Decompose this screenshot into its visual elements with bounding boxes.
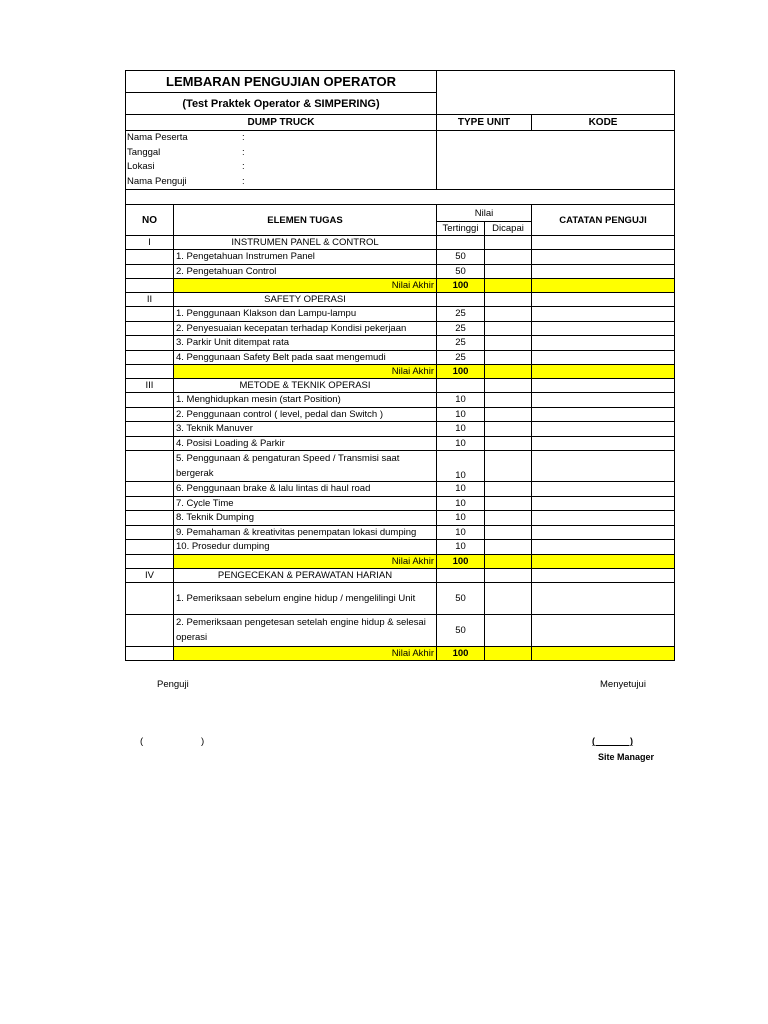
info-row <box>127 146 435 161</box>
task-item: 4. Posisi Loading & Parkir <box>174 436 437 451</box>
col-elemen-header: ELEMEN TUGAS <box>174 205 437 236</box>
assessment-sheet <box>125 70 675 661</box>
nilai-akhir-total: 100 <box>437 646 485 660</box>
notes-total-cell <box>532 554 675 568</box>
sheet-subtitle: (Test Praktek Operator & SIMPERING) <box>126 93 437 115</box>
achieved-score-cell <box>485 568 532 582</box>
info-label: Nama Peserta <box>127 132 188 143</box>
task-item: 2. Pengetahuan Control <box>174 264 437 279</box>
row-number-cell <box>126 336 174 351</box>
section-number: I <box>126 236 174 250</box>
achieved-score-cell <box>485 407 532 422</box>
table-row <box>126 540 675 555</box>
info-label: Lokasi <box>127 161 155 172</box>
row-number-cell <box>126 511 174 526</box>
col-catatan-header: CATATAN PENGUJI <box>532 205 675 236</box>
achieved-score-cell <box>485 482 532 497</box>
notes-cell <box>532 407 675 422</box>
notes-cell <box>532 350 675 365</box>
max-score: 10 <box>437 451 485 482</box>
sheet-title: LEMBARAN PENGUJIAN OPERATOR <box>126 71 437 93</box>
achieved-score-cell <box>485 307 532 322</box>
section-number: III <box>126 379 174 393</box>
notes-cell <box>532 264 675 279</box>
info-row <box>127 131 435 146</box>
achieved-score-cell <box>485 496 532 511</box>
max-score: 10 <box>437 422 485 437</box>
nilai-akhir-label: Nilai Akhir <box>174 279 437 293</box>
row-number-cell <box>126 250 174 265</box>
table-row <box>126 511 675 526</box>
info-label: Nama Penguji <box>127 175 187 187</box>
max-score: 25 <box>437 307 485 322</box>
section-number: II <box>126 293 174 307</box>
table-row <box>126 451 675 482</box>
max-score: 10 <box>437 436 485 451</box>
table-row <box>126 321 675 336</box>
max-score-cell <box>437 236 485 250</box>
max-score: 10 <box>437 525 485 540</box>
section-title: METODE & TEKNIK OPERASI <box>174 379 437 393</box>
achieved-score-cell <box>485 321 532 336</box>
achieved-score-cell <box>485 250 532 265</box>
col-tertinggi-header: Tertinggi <box>437 222 485 236</box>
max-score: 25 <box>437 321 485 336</box>
info-row <box>127 175 435 190</box>
task-item: 2. Penyesuaian kecepatan terhadap Kondisi pekerjaan <box>174 321 437 336</box>
notes-cell <box>532 336 675 351</box>
table-row <box>126 307 675 322</box>
achieved-score-cell <box>485 336 532 351</box>
max-score: 50 <box>437 250 485 265</box>
max-score: 10 <box>437 511 485 526</box>
row-number-cell <box>126 393 174 408</box>
row-number-cell <box>126 407 174 422</box>
achieved-total-cell <box>485 646 532 660</box>
achieved-score-cell <box>485 451 532 482</box>
penguji-label: Penguji <box>157 679 189 690</box>
row-number-cell <box>126 614 174 646</box>
notes-cell <box>532 293 675 307</box>
notes-cell <box>532 321 675 336</box>
max-score: 50 <box>437 582 485 614</box>
table-row <box>126 482 675 497</box>
achieved-score-cell <box>485 436 532 451</box>
task-item: 1. Penggunaan Klakson dan Lampu-lampu <box>174 307 437 322</box>
site-manager-title: Site Manager <box>598 752 655 762</box>
notes-total-cell <box>532 646 675 660</box>
table-row <box>126 614 675 646</box>
task-item: 3. Teknik Manuver <box>174 422 437 437</box>
info-label: Tanggal <box>127 146 161 158</box>
max-score-cell <box>437 568 485 582</box>
col-dicapai-header: Dicapai <box>485 222 532 236</box>
notes-cell <box>532 482 675 497</box>
row-number-cell <box>126 646 174 660</box>
notes-cell <box>532 525 675 540</box>
row-number-cell <box>126 436 174 451</box>
notes-cell <box>532 422 675 437</box>
section-title: PENGECEKAN & PERAWATAN HARIAN <box>174 568 437 582</box>
achieved-total-cell <box>485 554 532 568</box>
task-item: 1. Pengetahuan Instrumen Panel <box>174 250 437 265</box>
col-no-header: NO <box>126 205 174 236</box>
max-score: 50 <box>437 264 485 279</box>
table-row <box>126 350 675 365</box>
section-title: SAFETY OPERASI <box>174 293 437 307</box>
table-row <box>126 525 675 540</box>
table-row <box>126 393 675 408</box>
notes-cell <box>532 511 675 526</box>
notes-cell <box>532 379 675 393</box>
max-score-cell <box>437 293 485 307</box>
notes-cell <box>532 250 675 265</box>
task-item: 6. Penggunaan brake & lalu lintas di haul road <box>174 482 437 497</box>
row-number-cell <box>126 422 174 437</box>
row-number-cell <box>126 540 174 555</box>
notes-cell <box>532 307 675 322</box>
row-number-cell <box>126 321 174 336</box>
row-number-cell <box>126 525 174 540</box>
achieved-score-cell <box>485 236 532 250</box>
table-row <box>126 436 675 451</box>
row-number-cell <box>126 350 174 365</box>
kode-label: KODE <box>532 115 675 131</box>
table-row <box>126 496 675 511</box>
task-item: 7. Cycle Time <box>174 496 437 511</box>
table-row <box>126 582 675 614</box>
row-number-cell <box>126 482 174 497</box>
notes-cell <box>532 451 675 482</box>
max-score-cell <box>437 379 485 393</box>
table-row <box>126 336 675 351</box>
type-unit-value <box>437 131 675 190</box>
row-number-cell <box>126 554 174 568</box>
notes-cell <box>532 496 675 511</box>
achieved-score-cell <box>485 582 532 614</box>
col-nilai-header: Nilai <box>437 205 532 222</box>
notes-cell <box>532 436 675 451</box>
task-item: 4. Penggunaan Safety Belt pada saat mengemudi <box>174 350 437 365</box>
row-number-cell <box>126 365 174 379</box>
achieved-score-cell <box>485 525 532 540</box>
nilai-akhir-label: Nilai Akhir <box>174 646 437 660</box>
notes-cell <box>532 236 675 250</box>
table-row <box>126 250 675 265</box>
achieved-score-cell <box>485 393 532 408</box>
table-row <box>126 422 675 437</box>
info-separator: : <box>242 175 245 187</box>
notes-total-cell <box>532 279 675 293</box>
achieved-score-cell <box>485 614 532 646</box>
achieved-total-cell <box>485 365 532 379</box>
penguji-paren-close: ) <box>201 736 205 747</box>
task-item: 10. Prosedur dumping <box>174 540 437 555</box>
task-item: 3. Parkir Unit ditempat rata <box>174 336 437 351</box>
achieved-score-cell <box>485 350 532 365</box>
section-number: IV <box>126 568 174 582</box>
notes-cell <box>532 393 675 408</box>
manager-signature-line: ( ) <box>592 736 634 746</box>
achieved-score-cell <box>485 264 532 279</box>
row-number-cell <box>126 279 174 293</box>
achieved-score-cell <box>485 293 532 307</box>
row-number-cell <box>126 451 174 482</box>
achieved-score-cell <box>485 422 532 437</box>
notes-cell <box>532 582 675 614</box>
max-score: 50 <box>437 614 485 646</box>
task-item: 2. Penggunaan control ( level, pedal dan Switch ) <box>174 407 437 422</box>
max-score: 10 <box>437 540 485 555</box>
logo-cell <box>437 71 675 115</box>
penguji-paren-open: ( <box>140 736 144 747</box>
task-item: 1. Pemeriksaan sebelum engine hidup / mengelilingi Unit <box>174 582 437 614</box>
max-score: 10 <box>437 393 485 408</box>
task-item: 1. Menghidupkan mesin (start Position) <box>174 393 437 408</box>
nilai-akhir-total: 100 <box>437 365 485 379</box>
info-separator: : <box>242 146 245 158</box>
nilai-akhir-total: 100 <box>437 279 485 293</box>
achieved-score-cell <box>485 540 532 555</box>
spacer-row <box>126 190 675 205</box>
unit-name: DUMP TRUCK <box>126 115 437 131</box>
max-score: 10 <box>437 407 485 422</box>
notes-total-cell <box>532 365 675 379</box>
notes-cell <box>532 540 675 555</box>
nilai-akhir-label: Nilai Akhir <box>174 365 437 379</box>
nilai-akhir-label: Nilai Akhir <box>174 554 437 568</box>
type-unit-label: TYPE UNIT <box>437 115 532 131</box>
task-item: 9. Pemahaman & kreativitas penempatan lokasi dumping <box>174 525 437 540</box>
section-title: INSTRUMEN PANEL & CONTROL <box>174 236 437 250</box>
achieved-score-cell <box>485 379 532 393</box>
table-row <box>126 407 675 422</box>
info-separator: : <box>242 132 245 143</box>
row-number-cell <box>126 582 174 614</box>
task-item: 8. Teknik Dumping <box>174 511 437 526</box>
table-row <box>126 264 675 279</box>
row-number-cell <box>126 496 174 511</box>
achieved-total-cell <box>485 279 532 293</box>
notes-cell <box>532 614 675 646</box>
nilai-akhir-total: 100 <box>437 554 485 568</box>
task-item: 5. Penggunaan & pengaturan Speed / Transmisi saat bergerak <box>174 451 437 482</box>
menyetujui-label: Menyetujui <box>600 679 646 690</box>
info-separator: : <box>242 161 245 172</box>
row-number-cell <box>126 307 174 322</box>
max-score: 25 <box>437 336 485 351</box>
max-score: 10 <box>437 482 485 497</box>
achieved-score-cell <box>485 511 532 526</box>
max-score: 10 <box>437 496 485 511</box>
participant-info <box>126 131 437 190</box>
info-row <box>127 160 435 175</box>
max-score: 25 <box>437 350 485 365</box>
notes-cell <box>532 568 675 582</box>
row-number-cell <box>126 264 174 279</box>
task-item: 2. Pemeriksaan pengetesan setelah engine hidup & selesai operasi <box>174 614 437 646</box>
